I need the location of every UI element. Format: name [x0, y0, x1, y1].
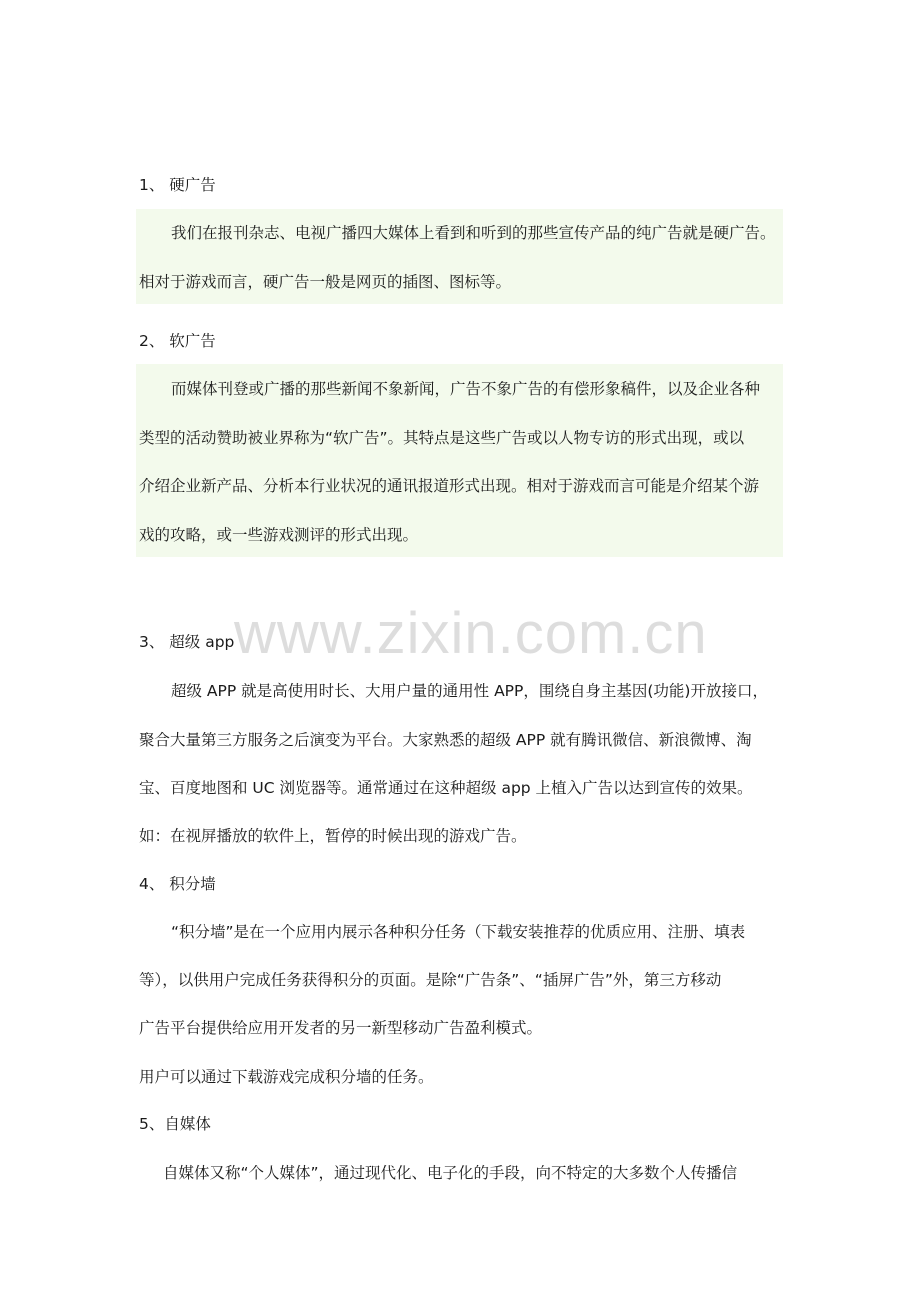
section-1-heading: 1、 硬广告	[139, 176, 216, 194]
section-2-line-1: 而媒体刊登或广播的那些新闻不象新闻，广告不象广告的有偿形象稿件，以及企业各种	[171, 380, 761, 398]
section-4-heading: 4、 积分墙	[139, 875, 216, 893]
watermark: www.zixin.com.cn	[234, 601, 708, 666]
section-4-line-4: 用户可以通过下载游戏完成积分墙的任务。	[139, 1068, 434, 1086]
section-2-heading: 2、 软广告	[139, 332, 216, 350]
section-3-heading: 3、 超级 app	[139, 633, 235, 651]
section-5-line-1: 自媒体又称“个人媒体”，通过现代化、电子化的手段，向不特定的大多数个人传播信	[163, 1164, 738, 1182]
section-3-line-4: 如：在视屏播放的软件上，暂停的时候出现的游戏广告。	[139, 827, 527, 845]
section-2-line-3: 介绍企业新产品、分析本行业状况的通讯报道形式出现。相对于游戏而言可能是介绍某个游	[139, 477, 760, 495]
section-3-line-3: 宝、百度地图和 UC 浏览器等。通常通过在这种超级 app 上植入广告以达到宣传的效果。	[139, 779, 753, 797]
section-4-line-3: 广告平台提供给应用开发者的另一新型移动广告盈利模式。	[139, 1019, 543, 1037]
section-3-line-2: 聚合大量第三方服务之后演变为平台。大家熟悉的超级 APP 就有腾讯微信、新浪微博、淘	[139, 731, 752, 749]
section-4-line-2: 等），以供用户完成任务获得积分的页面。是除“广告条”、“插屏广告”外，第三方移动	[139, 971, 722, 989]
section-3-line-1: 超级 APP 就是高使用时长、大用户量的通用性 APP，围绕自身主基因(功能)开放接口，	[171, 682, 768, 700]
section-1-line-1: 我们在报刊杂志、电视广播四大媒体上看到和听到的那些宣传产品的纯广告就是硬广告。	[171, 224, 776, 242]
section-5-heading: 5、自媒体	[139, 1115, 211, 1133]
section-4-line-1: “积分墙”是在一个应用内展示各种积分任务（下载安装推荐的优质应用、注册、填表	[171, 923, 746, 941]
section-2-line-2: 类型的活动赞助被业界称为“软广告”。其特点是这些广告或以人物专访的形式出现，或以	[139, 429, 745, 447]
section-1-line-2: 相对于游戏而言，硬广告一般是网页的插图、图标等。	[139, 273, 512, 291]
section-2-line-4: 戏的攻略，或一些游戏测评的形式出现。	[139, 526, 419, 544]
